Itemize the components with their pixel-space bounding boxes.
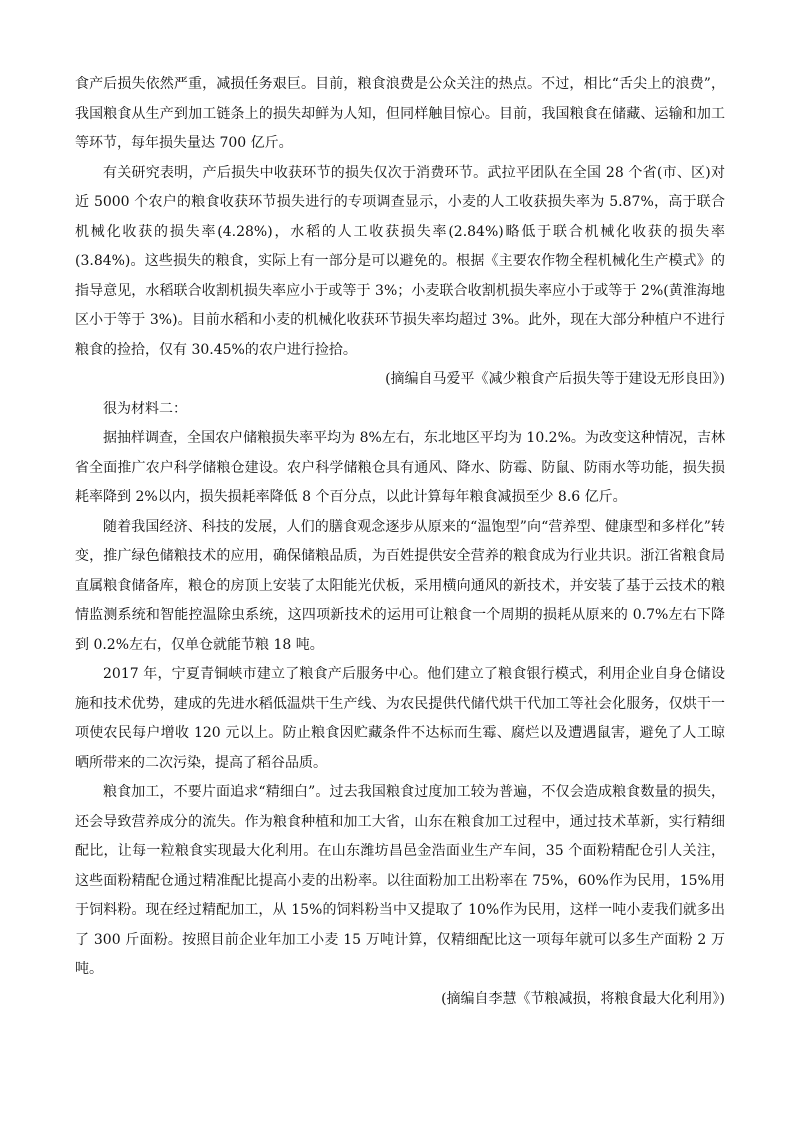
paragraph-green-storage: 随着我国经济、科技的发展，人们的膳食观念逐步从原来的“温饱型”向“营养型、健康型和多样化”转变，推广绿色储粮技术的应用，确保储粮品质，为百姓提供安全营养的粮食成为行业共识。浙江省粮食局直属粮食储备库，粮仓的房顶上安装了太阳能光伏板，采用横向通风的新技术，并安装了基于云技术的粮情监测系统和智能控温除虫系统，这四项新技术的运用可让粮食一个周期的损耗从原来的 0.7%左右下降到 0.2%左右，仅单仓就能节粮 18 吨。: [75, 518, 725, 653]
section-heading-material-two: 很为材料二：: [103, 400, 187, 417]
document-body: [75, 70, 725, 1014]
paragraph-intro-continuation: 食产后损失依然严重，减损任务艰巨。目前，粮食浪费是公众关注的热点。不过，相比“舌尖上的浪费”，我国粮食从生产到加工链条上的损失却鲜为人知，但同样触目惊心。目前，我国粮食在储藏、运输和加工等环节，每年损失量达 700 亿斤。: [75, 76, 725, 151]
source-citation-1: (摘编自马爱平《减少粮食产后损失等于建设无形良田》): [385, 371, 725, 387]
paragraph-harvest-loss: 有关研究表明，产后损失中收获环节的损失仅次于消费环节。武拉平团队在全国 28 个省(市、区)对近 5000 个农户的粮食收获环节损失进行的专项调查显示，小麦的人工收获损失率为 5.87%，高于联合机械化收获的损失率(4.28%)，水稻的人工收获损失率(2.84%)略低于联合机械化收获的损失率(3.84%)。这些损失的粮食，实际上有一部分是可以避免的。根据《主要农作物全程机械化生产模式》的指导意见，水稻联合收割机损失率应小于或等于 3%；小麦联合收割机损失率应小于或等于 2%(黄淮海地区小于等于 3%)。目前水稻和小麦的机械化收获环节损失率均超过 3%。此外，现在大部分种植户不进行粮食的捡拾，仅有 30.45%的农户进行捡拾。: [75, 164, 725, 358]
paragraph-processing: 粮食加工，不要片面追求“精细白”。过去我国粮食过度加工较为普遍，不仅会造成粮食数量的损失，还会导致营养成分的流失。作为粮食种植和加工大省，山东在粮食加工过程中，通过技术革新，实行精细配比，让每一粒粮食实现最大化利用。在山东潍坊昌邑金浩面业生产车间，35 个面粉精配仓引人关注，这些面粉精配仓通过精准配比提高小麦的出粉率。以往面粉加工出粉率在 75%，60%作为民用，15%用于饲料粉。现在经过精配加工，从 15%的饲料粉当中又提取了 10%作为民用，这样一吨小麦我们就多出了 300 斤面粉。按照目前企业年加工小麦 15 万吨计算，仅精细配比这一项每年就可以多生产面粉 2 万吨。: [75, 784, 725, 977]
paragraph-storage-loss: 据抽样调查，全国农户储粮损失率平均为 8%左右，东北地区平均为 10.2%。为改变这种情况，吉林省全面推广农户科学储粮仓建设。农户科学储粮仓具有通风、降水、防霉、防鼠、防雨水等功能，损失损耗率降到 2%以内，损失损耗率降低 8 个百分点，以此计算每年粮食减损至少 8.6 亿斤。: [75, 430, 725, 505]
source-citation-2: (摘编自李慧《节粮减损，将粮食最大化利用》): [441, 990, 725, 1007]
paragraph-ningxia-service: 2017 年，宁夏青铜峡市建立了粮食产后服务中心。他们建立了粮食银行模式，利用企业自身仓储设施和技术优势，建成的先进水稻低温烘干生产线、为农民提供代储代烘干代加工等社会化服务，仅烘干一项使农民每户增收 120 元以上。防止粮食因贮藏条件不达标而生霉、腐烂以及遭遇鼠害，避免了人工晾晒所带来的二次污染，提高了稻谷品质。: [75, 666, 725, 771]
